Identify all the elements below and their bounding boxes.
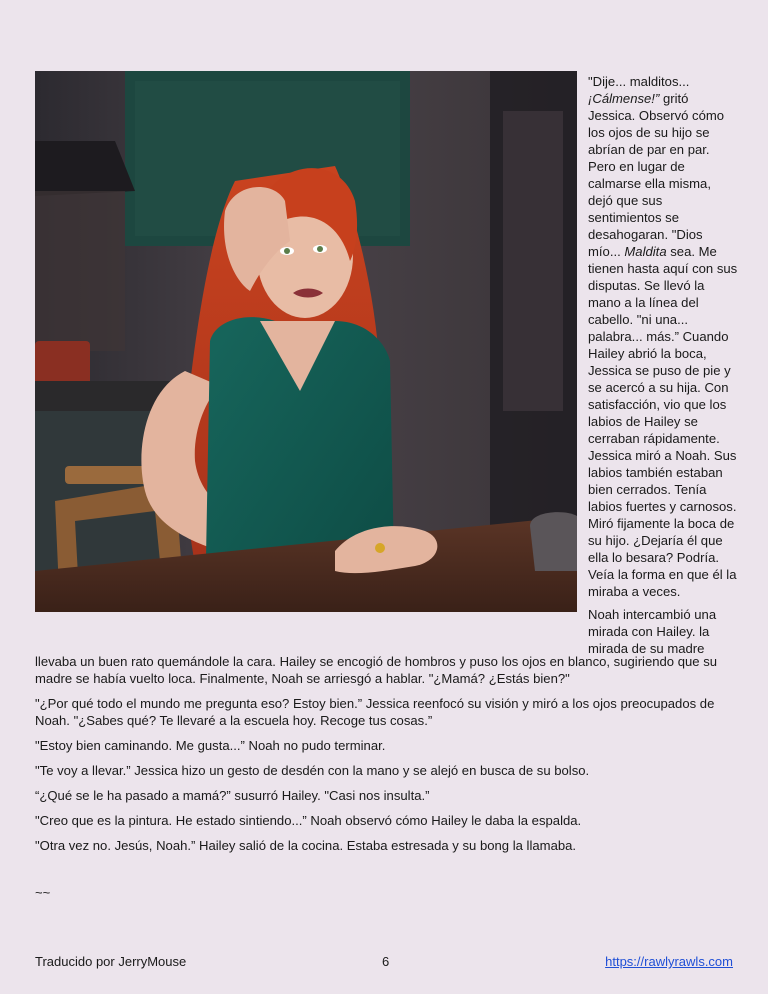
paragraph: "Te voy a llevar.” Jessica hizo un gesto de desdén con la mano y se alejó en busca de su bolso. — [35, 763, 590, 778]
page-number: 6 — [382, 954, 390, 969]
paragraph: "Creo que es la pintura. He estado sintiendo...” Noah observó cómo Hailey le daba la espalda. — [35, 813, 582, 828]
woman-at-table-image — [35, 71, 577, 612]
side-paragraph-2: Noah intercambió una mirada con Hailey. la mirada de su madre — [588, 607, 717, 656]
story-illustration — [35, 71, 577, 612]
translator-credit: Traducido por JerryMouse — [35, 954, 187, 969]
side-paragraph: "Dije... malditos... ¡Cálmense!” gritó Jessica. Observó cómo los ojos de su hijo se abrían de par en par. Pero en lugar de calmarse ella misma, dejó que sus sentimientos se desahogaran. "Dios mío... Maldita sea. Me tienen hasta aquí con sus disputas. Se llevó la mano a la línea del cabello. "ni una... palabra... más.” Cuando Hailey abrió la boca, Jessica se puso de pie y se acercó a su hija. Con satisfacción, vio que los labios de Hailey se cerraban rápidamente. Jessica miró a Noah. Sus labios también estaban bien cerrados. Tenía labios fuertes y carnosos. Miró fijamente la boca de su hijo. ¿Dejaría él que ella lo besara? Podría. Veía la forma en que él la miraba a veces. — [588, 74, 738, 599]
paragraph: "Estoy bien caminando. Me gusta...” Noah no pudo terminar. — [35, 738, 386, 753]
section-separator: ~~ — [35, 885, 51, 900]
paragraph: "¿Por qué todo el mundo me pregunta eso? Estoy bien.” Jessica reenfocó su visión y miró a los ojos preocupados de Noah. "¿Sabes qué? Te llevaré a la escuela hoy. Recoge tus cosas.” — [35, 696, 715, 728]
paragraph: "Otra vez no. Jesús, Noah.” Hailey salió de la cocina. Estaba estresada y su bong la llamaba. — [35, 838, 577, 853]
page-footer — [35, 954, 733, 972]
paragraph: llevaba un buen rato quemándole la cara. Hailey se encogió de hombros y puso los ojos en blanco, sugiriendo que su madre se había vuelto loca. Finalmente, Noah se arriesgó a hablar. "¿Mamá? ¿Estás bien?" — [35, 654, 718, 686]
wrapped-text-column — [588, 73, 738, 657]
website-link[interactable]: https://rawlyrawls.com — [605, 954, 733, 969]
paragraph: “¿Qué se le ha pasado a mamá?” susurró Hailey. "Casi nos insulta.” — [35, 788, 430, 803]
body-text — [35, 653, 740, 862]
